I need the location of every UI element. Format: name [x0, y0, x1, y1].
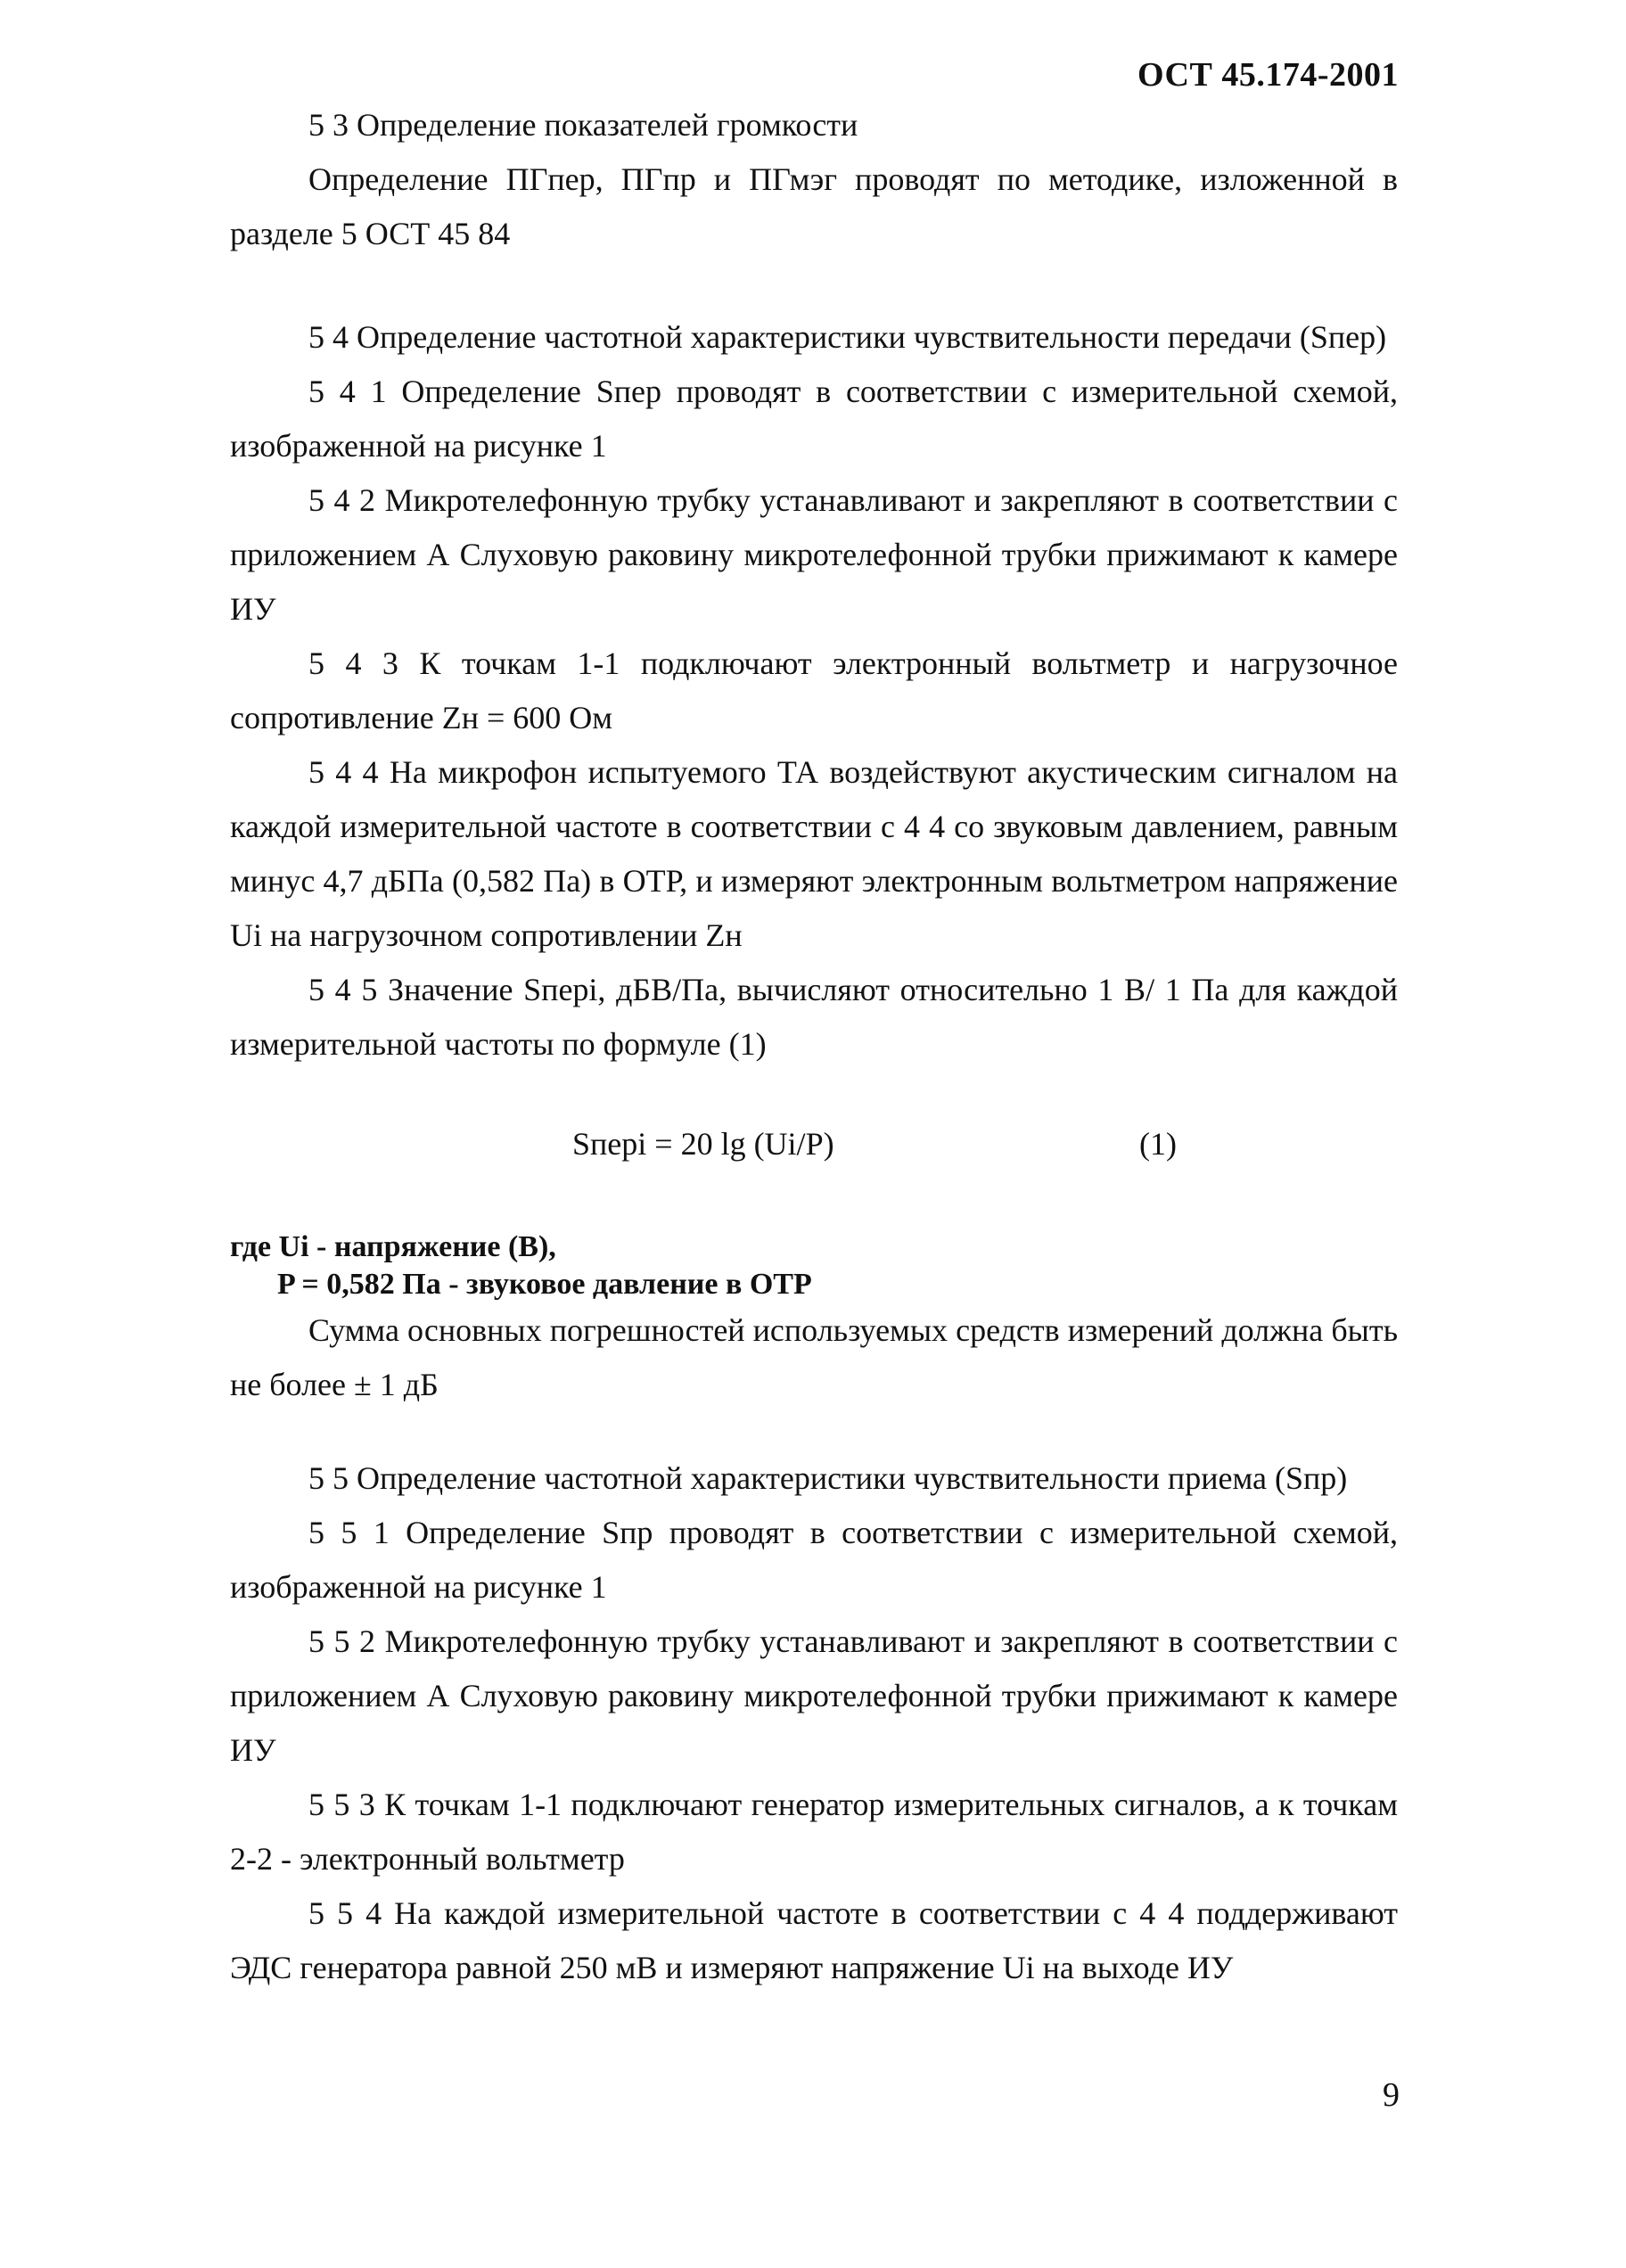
legend-line-1: где Ui - напряжение (В),: [230, 1230, 556, 1263]
legend-line-2: P = 0,582 Па - звуковое давление в ОТР: [277, 1268, 812, 1301]
paragraph-5-4-1: 5 4 1 Определение Sпер проводят в соответствии с измерительной схемой, изображенной на рисунке 1: [230, 374, 1398, 464]
section-5-3: [230, 98, 1398, 261]
paragraph-5-5-3: 5 5 3 К точкам 1-1 подключают генератор измерительных сигналов, а к точкам 2-2 - электронный вольтметр: [230, 1787, 1398, 1877]
formula-expression: Sперi = 20 lg (Ui/P): [572, 1126, 834, 1162]
paragraph-5-5-2: 5 5 2 Микротелефонную трубку устанавливают и закрепляют в соответствии с приложением А Слуховую раковину микротелефонной трубки прижимают к камере ИУ: [230, 1623, 1398, 1768]
paragraph-5-4-4: 5 4 4 На микрофон испытуемого ТА воздействуют акустическим сигналом на каждой измерительной частоте в соответствии с 4 4 со звуковым давлением, равным минус 4,7 дБПа (0,582 Па) в ОТР, и измеряют электронным вольтметром напряжение Ui на нагрузочном сопротивлении Zн: [230, 754, 1398, 953]
formula-row: [230, 1125, 1398, 1179]
paragraph-5-4-5: 5 4 5 Значение Sперi, дБВ/Па, вычисляют относительно 1 В/ 1 Па для каждой измерительной частоты по формуле (1): [230, 972, 1398, 1062]
heading-5-4: 5 4 Определение частотной характеристики чувствительности передачи (Sпер): [308, 319, 1387, 355]
formula-number: (1): [1139, 1126, 1177, 1162]
document-header: ОСТ 45.174-2001: [1137, 56, 1399, 94]
error-note: [230, 1303, 1398, 1412]
formula-legend: [230, 1228, 812, 1303]
paragraph-5-5-4: 5 5 4 На каждой измерительной частоте в соответствии с 4 4 поддерживают ЭДС генератора равной 250 мВ и измеряют напряжение Ui на выходе ИУ: [230, 1895, 1398, 1985]
paragraph-5-5-1: 5 5 1 Определение Sпр проводят в соответствии с измерительной схемой, изображенной на рисунке 1: [230, 1515, 1398, 1605]
heading-5-5: 5 5 Определение частотной характеристики чувствительности приема (Sпр): [308, 1460, 1348, 1496]
paragraph-error-note: Сумма основных погрешностей используемых средств измерений должна быть не более ± 1 дБ: [230, 1312, 1398, 1402]
section-5-4: [230, 310, 1398, 1072]
page-number: 9: [1383, 2076, 1400, 2114]
paragraph-5-4-2: 5 4 2 Микротелефонную трубку устанавливают и закрепляют в соответствии с приложением А Слуховую раковину микротелефонной трубки прижимают к камере ИУ: [230, 482, 1398, 627]
paragraph-5-3-body: Определение ПГпер, ПГпр и ПГмэг проводят по методике, изложенной в разделе 5 ОСТ 45 84: [230, 161, 1398, 251]
heading-5-3: 5 3 Определение показателей громкости: [308, 107, 858, 143]
section-5-5: [230, 1451, 1398, 1995]
paragraph-5-4-3: 5 4 3 К точкам 1-1 подключают электронный вольтметр и нагрузочное сопротивление Zн = 600 Ом: [230, 645, 1398, 735]
